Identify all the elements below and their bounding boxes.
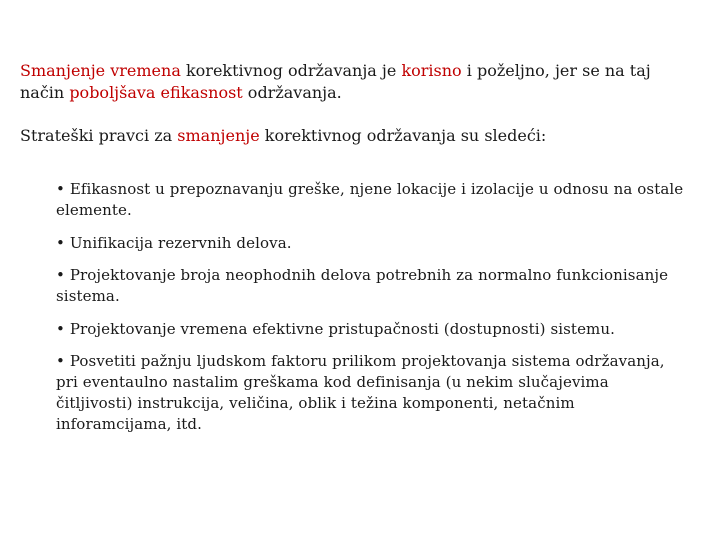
text-segment: Strateški pravci za bbox=[20, 126, 178, 145]
text-segment: održavanja. bbox=[242, 83, 342, 102]
highlight-poboljsava-efikasnost: poboljšava efikasnost bbox=[69, 83, 243, 102]
highlight-smanjenje-vremena: Smanjenje vremena bbox=[20, 61, 181, 80]
bullet-item: • Unifikacija rezervnih delova. bbox=[56, 234, 292, 252]
highlight-smanjenje: smanjenje bbox=[177, 126, 260, 145]
strategy-bullet-list bbox=[56, 179, 686, 447]
intro-paragraph bbox=[20, 60, 700, 104]
bullet-item: • Efikasnost u prepoznavanju greške, njene lokacije i izolacije u odnosu na ostale elemente. bbox=[56, 180, 684, 219]
bullet-item: • Posvetiti pažnju ljudskom faktoru prilikom projektovanja sistema održavanja, pri eventaulno nastalim greškama kod definisanja (u nekim slučajevima čitljivosti) instrukcija, veličina, oblik i težina komponenti, netačnim inforamcijama, itd. bbox=[56, 352, 665, 433]
text-segment: korektivnog održavanja su sledeći: bbox=[259, 126, 547, 145]
bullet-item: • Projektovanje broja neophodnih delova potrebnih za normalno funkcionisanje sistema. bbox=[56, 266, 669, 305]
strategy-intro-paragraph bbox=[20, 125, 700, 147]
text-segment: i poželjno, jer se na taj način bbox=[20, 61, 651, 102]
bullet-item: • Projektovanje vremena efektivne pristupačnosti (dostupnosti) sistemu. bbox=[56, 320, 615, 338]
text-segment: korektivnog održavanja je bbox=[180, 61, 402, 80]
highlight-korisno: korisno bbox=[401, 61, 462, 80]
